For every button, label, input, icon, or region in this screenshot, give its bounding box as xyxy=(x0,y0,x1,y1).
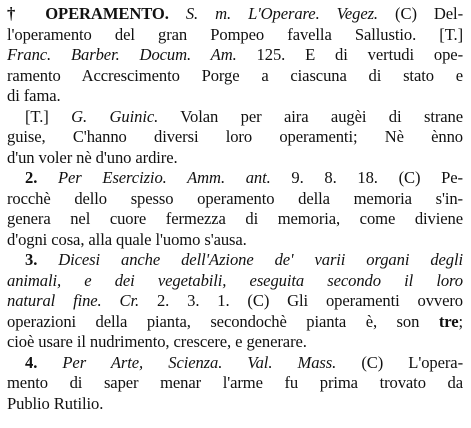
text-line xyxy=(7,209,463,230)
text-line xyxy=(7,250,463,271)
text-run: guise, C'hanno diversi loro operamenti; Nè ènno xyxy=(7,127,463,146)
text-run: ramento Accrescimento Porge a ciascuna di stato e xyxy=(7,65,463,85)
text-run: 125. E di vertudi ope- xyxy=(236,45,463,64)
italic-text: Per Esercizio. Amm. ant. xyxy=(58,168,271,187)
text-line xyxy=(7,373,463,394)
bold-text: 3. xyxy=(25,250,59,269)
text-run: operazioni della pianta, secondochè pianta è, son xyxy=(7,311,439,331)
italic-text: Dicesi anche dell'Azione de' varii organi degli xyxy=(58,250,464,269)
italic-text: animali, e dei vegetabili, eseguita secondo il loro xyxy=(7,270,463,290)
text-run: ; xyxy=(458,311,463,331)
dictionary-entry-operamento xyxy=(7,4,463,414)
text-line xyxy=(7,312,463,333)
text-line xyxy=(7,353,463,374)
text-run xyxy=(169,4,186,23)
text-line xyxy=(7,86,463,107)
text-line xyxy=(7,271,463,292)
text-run: (C) Del- xyxy=(378,4,463,23)
text-run: [T.] xyxy=(25,106,72,126)
text-line xyxy=(7,189,463,210)
bold-text: 4. xyxy=(25,352,63,372)
text-line xyxy=(7,230,463,251)
text-run: rocchè dello spesso operamento della memoria s'in- xyxy=(7,188,463,208)
text-run: Volan per aira augèi di strane xyxy=(158,106,463,126)
text-line xyxy=(7,127,463,148)
text-line xyxy=(7,45,463,66)
text-run: Publio Rutilio. xyxy=(7,393,104,413)
text-run: d'ogni cosa, alla quale l'uomo s'ausa. xyxy=(7,229,247,249)
italic-text: natural fine. Cr. xyxy=(7,291,140,310)
italic-text: G. Guinic. xyxy=(71,106,159,126)
text-line xyxy=(7,25,463,46)
text-line xyxy=(7,394,463,415)
bold-text: † OPERAMENTO. xyxy=(7,4,169,23)
paragraph-2 xyxy=(7,107,463,169)
paragraph-3 xyxy=(7,168,463,250)
italic-text: Per Arte, Scienza. Val. Mass. xyxy=(62,352,337,372)
text-line xyxy=(7,4,463,25)
text-line xyxy=(7,168,463,189)
bold-text: tre xyxy=(438,311,459,331)
paragraph-5 xyxy=(7,353,463,415)
text-run: di fama. xyxy=(7,86,61,105)
italic-text: S. m. L'Operare. Vegez. xyxy=(185,4,378,23)
text-run: genera nel cuore fermezza di memoria, come diviene xyxy=(7,209,463,228)
text-run: cioè usare il nudrimento, crescere, e generare. xyxy=(7,332,307,351)
text-line xyxy=(7,66,463,87)
text-line xyxy=(7,148,463,169)
text-line xyxy=(7,107,463,128)
text-line xyxy=(7,291,463,312)
text-run: l'operamento del gran Pompeo favella Sallustio. [T.] xyxy=(7,24,463,44)
paragraph-4 xyxy=(7,250,463,353)
italic-text: Franc. Barber. Docum. Am. xyxy=(7,45,237,64)
text-run: (C) L'opera- xyxy=(336,352,463,372)
bold-text: 2. xyxy=(25,168,58,187)
text-run: 9. 8. 18. (C) Pe- xyxy=(270,168,463,187)
text-line xyxy=(7,332,463,353)
paragraph-1 xyxy=(7,4,463,107)
text-run: d'un voler nè d'uno ardire. xyxy=(7,147,178,167)
text-run: 2. 3. 1. (C) Gli operamenti ovvero xyxy=(139,291,464,310)
text-run: mento di saper menar l'arme fu prima trovato da xyxy=(7,373,463,392)
